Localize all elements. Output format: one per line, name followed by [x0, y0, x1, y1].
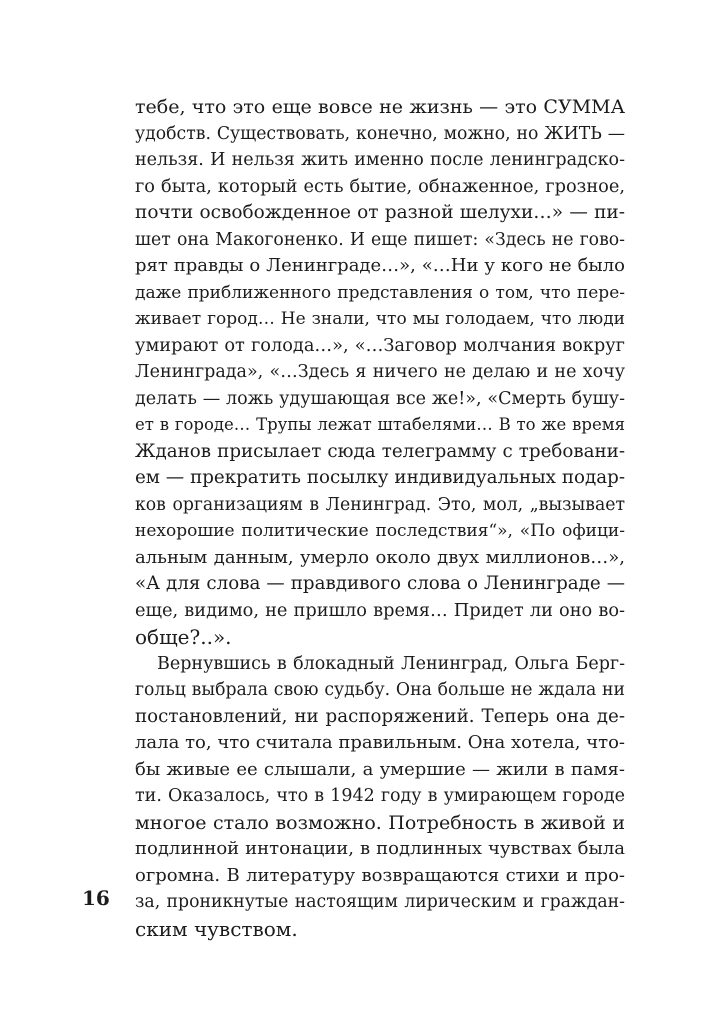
text-line: ти. Оказалось, что в 1942 году в умирающем городе [135, 786, 625, 806]
text-line: ским чувством. [135, 916, 298, 941]
text-line: Вернувшись в блокадный Ленинград, Ольга Берг- [157, 653, 625, 674]
text-line: многое стало возможно. Потребность в живой и [135, 811, 625, 834]
text-line: нехорошие политические последствия“», «По офици- [135, 521, 625, 541]
text-line: ков организациям в Ленинград. Это, мол, „вызывает [135, 494, 625, 515]
text-line: делать — ложь удушающая все же!», «Смерть бушу- [135, 388, 625, 409]
text-line: гольц выбрала свою судьбу. Она больше не ждала ни [135, 680, 625, 700]
text-line: почти освобожденное от разной шелухи…» — пи- [135, 202, 625, 223]
body-text [135, 94, 625, 942]
text-line: ем — прекратить посылку индивидуальных подар- [135, 467, 625, 488]
text-line: подлинной интонации, в подлинных чувствах была [135, 838, 625, 859]
text-line: удобств. Существовать, конечно, можно, но ЖИТЬ — [135, 123, 625, 144]
text-line: огромна. В литературу возвращаются стихи и про- [135, 864, 625, 886]
text-line: ет в городе… Трупы лежат штабелями… В то же время [135, 415, 625, 434]
text-line: живает город… Не знали, что мы голодаем, что люди [135, 309, 625, 329]
text-line: еще, видимо, не пришло время… Придет ли оно во- [135, 600, 625, 621]
text-line: лала то, что считала правильным. Она хотела, что- [135, 732, 625, 753]
text-line: нельзя. И нельзя жить именно после ленинградско- [135, 150, 625, 170]
text-line: тебе, что это еще вовсе не жизнь — это СУММА [135, 96, 625, 118]
text-line: постановлений, ни распоряжений. Теперь она де- [135, 705, 625, 727]
text-line: Ленинграда», «…Здесь я ничего не делаю и не хочу [135, 362, 625, 382]
text-line: го быта, который есть бытие, обнаженное, грозное, [135, 176, 625, 197]
text-line: даже приближенного представления о том, что пере- [135, 282, 625, 303]
text-line: «А для слова — правдивого слова о Ленинграде — [135, 573, 625, 594]
text-line: умирают от голода…», «…Заговор молчания вокруг [135, 335, 625, 356]
text-line: рят правды о Ленинграде…», «…Ни у кого не было [135, 255, 625, 276]
page-number: 16 [82, 886, 110, 910]
text-line: Жданов присылает сюда телеграмму с требовани- [135, 440, 625, 462]
text-line: бы живые ее слышали, а умершие — жили в памя- [135, 758, 625, 780]
text-line: шет она Макогоненко. И еще пишет: «Здесь не гово- [135, 229, 625, 250]
text-line: обще?..». [135, 625, 232, 649]
text-line: за, проникнутые настоящим лирическим и граждан- [135, 892, 625, 912]
text-line: альным данным, умерло около двух миллионов…», [135, 546, 625, 568]
